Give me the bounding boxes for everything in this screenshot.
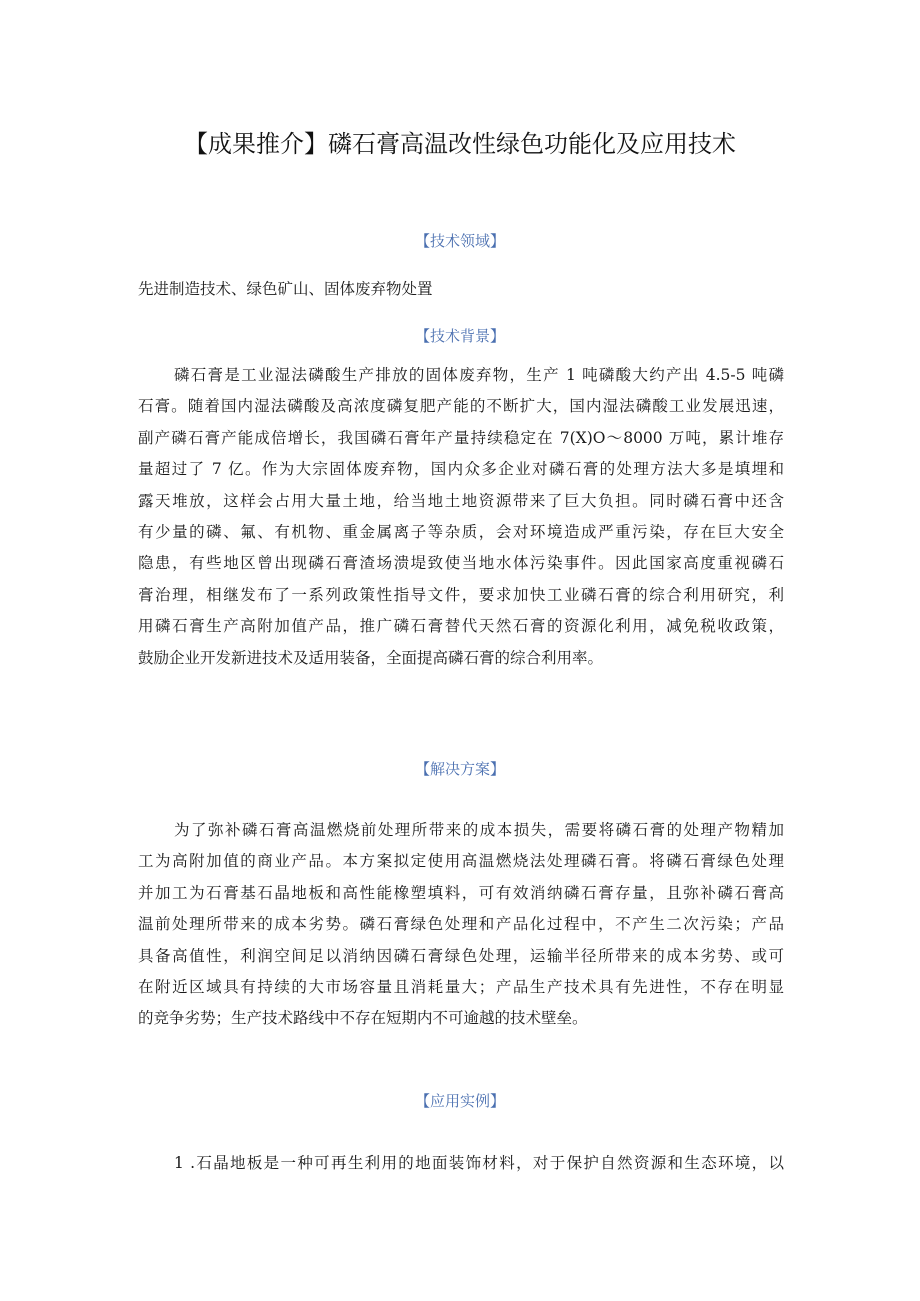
paragraph-line: 为了弥补磷石膏高温燃烧前处理所带来的成本损失，需要将磷石膏的处理产物精加: [174, 821, 784, 839]
paragraph-line: 磷石膏是工业湿法磷酸生产排放的固体废弃物，生产 1 吨磷酸大约产出 4.5-5 吨磷: [174, 366, 784, 384]
section-heading-field: 【技术领域】: [414, 232, 505, 250]
field-text: 先进制造技术、绿色矿山、固体废弃物处置: [138, 280, 433, 298]
background-paragraph: [138, 360, 784, 674]
paragraph-line: 温前处理所带来的成本劣势。磷石膏绿色处理和产品化过程中，不产生二次污染；产品: [138, 915, 784, 934]
paragraph-line: 膏治理，相继发布了一系列政策性指导文件，要求加快工业磷石膏的综合利用研究，利: [138, 585, 784, 604]
paragraph-line: 量超过了 7 亿。作为大宗固体废弃物，国内众多企业对磷石膏的处理方法大多是填埋和: [138, 460, 784, 479]
paragraph-line: 具备高值性，利润空间足以消纳因磷石膏绿色处理，运输半径所带来的成本劣势、或可: [138, 946, 784, 965]
section-heading-solution: 【解决方案】: [414, 760, 505, 778]
paragraph-line: 1 .石晶地板是一种可再生利用的地面装饰材料，对于保护自然资源和生态环境，以: [174, 1154, 784, 1172]
paragraph-line: 隐患，有些地区曾出现磷石膏渣场溃堤致使当地水体污染事件。因此国家高度重视磷石: [138, 554, 784, 573]
paragraph-line: 的竞争劣势；生产技术路线中不存在短期内不可逾越的技术壁垒。: [138, 1009, 588, 1028]
section-heading-background: 【技术背景】: [414, 327, 505, 345]
paragraph-line: 工为高附加值的商业产品。本方案拟定使用高温燃烧法处理磷石膏。将磷石膏绿色处理: [138, 852, 784, 871]
paragraph-line: 在附近区域具有持续的大市场容量且消耗量大；产品生产技术具有先进性，不存在明显: [138, 978, 784, 997]
paragraph-line: 鼓励企业开发新进技术及适用装备，全面提高磷石膏的综合利用率。: [138, 648, 604, 667]
paragraph-line: 副产磷石膏产能成倍增长，我国磷石膏年产量持续稳定在 7(X)O～8000 万吨，累计堆存: [138, 428, 784, 447]
paragraph-line: 有少量的磷、氟、有机物、重金属离子等杂质，会对环境造成严重污染，存在巨大安全: [138, 523, 784, 542]
paragraph-line: 用磷石膏生产高附加值产品，推广磷石膏替代天然石膏的资源化利用，减免税收政策，: [138, 617, 784, 636]
paragraph-line: 露天堆放，这样会占用大量土地，给当地土地资源带来了巨大负担。同时磷石膏中还含: [138, 491, 784, 510]
paragraph-line: 并加工为石膏基石晶地板和高性能橡塑填料，可有效消纳磷石膏存量，且弥补磷石膏高: [138, 883, 784, 902]
document-title: 【成果推介】磷石膏高温改性绿色功能化及应用技术: [184, 130, 736, 158]
section-heading-application: 【应用实例】: [414, 1092, 505, 1110]
paragraph-line: 石膏。随着国内湿法磷酸及高浓度磷复肥产能的不断扩大，国内湿法磷酸工业发展迅速，: [138, 397, 784, 416]
solution-paragraph: [138, 815, 784, 1035]
application-paragraph: [138, 1148, 784, 1179]
